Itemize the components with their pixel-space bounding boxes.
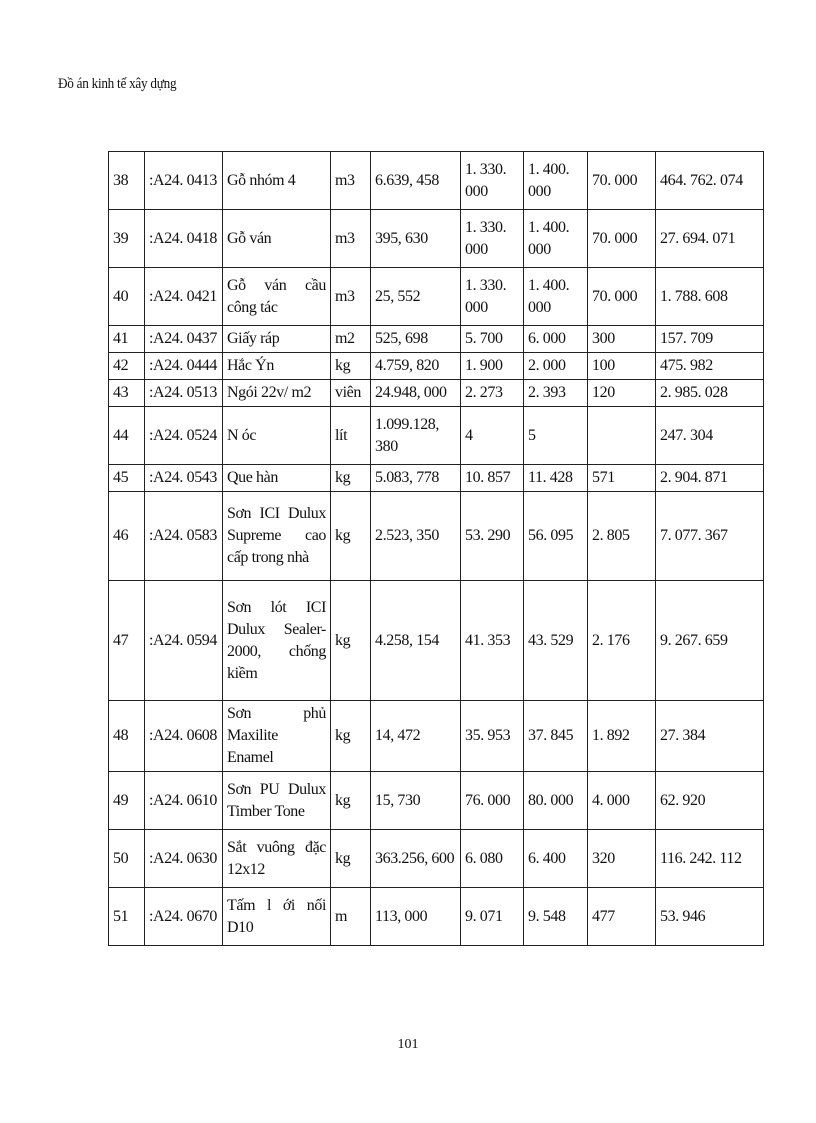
amount-total: 116. 242. 112 <box>656 830 764 888</box>
amount-total: 1. 788. 608 <box>656 268 764 326</box>
item-name: Sơn PU Dulux Timber Tone <box>223 772 331 830</box>
item-code: :A24. 0524 <box>145 407 223 465</box>
amount-total: 53. 946 <box>656 888 764 946</box>
table-row <box>109 407 764 465</box>
item-unit: kg <box>331 492 371 581</box>
amount-total: 464. 762. 074 <box>656 152 764 210</box>
price-original: 1. 330. 000 <box>461 152 524 210</box>
amount-total: 157. 709 <box>656 326 764 353</box>
table-row <box>109 465 764 492</box>
row-number: 45 <box>109 465 145 492</box>
document-header: Đồ án kinh tế xây dựng <box>58 76 177 92</box>
price-actual: 5 <box>524 407 588 465</box>
table-row <box>109 268 764 326</box>
price-difference: 70. 000 <box>588 268 656 326</box>
price-original: 41. 353 <box>461 581 524 701</box>
amount-total: 62. 920 <box>656 772 764 830</box>
row-number: 42 <box>109 353 145 380</box>
price-original: 9. 071 <box>461 888 524 946</box>
table-row <box>109 888 764 946</box>
price-difference: 70. 000 <box>588 152 656 210</box>
price-difference: 2. 805 <box>588 492 656 581</box>
amount-total: 247. 304 <box>656 407 764 465</box>
item-quantity: 24.948, 000 <box>371 380 461 407</box>
price-difference: 2. 176 <box>588 581 656 701</box>
item-quantity: 15, 730 <box>371 772 461 830</box>
table-row <box>109 152 764 210</box>
price-actual: 43. 529 <box>524 581 588 701</box>
item-name: Hắc Ýn <box>223 353 331 380</box>
row-number: 39 <box>109 210 145 268</box>
amount-total: 27. 384 <box>656 701 764 772</box>
price-difference <box>588 407 656 465</box>
price-original: 1. 330. 000 <box>461 268 524 326</box>
materials-table <box>108 151 764 946</box>
price-actual: 6. 000 <box>524 326 588 353</box>
price-actual: 1. 400. 000 <box>524 152 588 210</box>
item-code: :A24. 0418 <box>145 210 223 268</box>
item-quantity: 525, 698 <box>371 326 461 353</box>
item-code: :A24. 0630 <box>145 830 223 888</box>
amount-total: 2. 985. 028 <box>656 380 764 407</box>
price-original: 2. 273 <box>461 380 524 407</box>
row-number: 38 <box>109 152 145 210</box>
row-number: 44 <box>109 407 145 465</box>
item-unit: lít <box>331 407 371 465</box>
table-row <box>109 492 764 581</box>
item-name: Ngói 22v/ m2 <box>223 380 331 407</box>
item-quantity: 4.759, 820 <box>371 353 461 380</box>
item-name: Sơn phủ Maxilite Enamel <box>223 701 331 772</box>
price-original: 4 <box>461 407 524 465</box>
item-name: Que hàn <box>223 465 331 492</box>
item-name: Giấy ráp <box>223 326 331 353</box>
price-original: 35. 953 <box>461 701 524 772</box>
item-code: :A24. 0594 <box>145 581 223 701</box>
item-name: Sắt vuông đặc 12x12 <box>223 830 331 888</box>
price-original: 76. 000 <box>461 772 524 830</box>
item-code: :A24. 0513 <box>145 380 223 407</box>
item-unit: kg <box>331 772 371 830</box>
item-code: :A24. 0610 <box>145 772 223 830</box>
item-unit: kg <box>331 581 371 701</box>
row-number: 46 <box>109 492 145 581</box>
price-difference: 300 <box>588 326 656 353</box>
item-quantity: 2.523, 350 <box>371 492 461 581</box>
price-difference: 571 <box>588 465 656 492</box>
row-number: 50 <box>109 830 145 888</box>
item-code: :A24. 0421 <box>145 268 223 326</box>
item-code: :A24. 0608 <box>145 701 223 772</box>
item-code: :A24. 0413 <box>145 152 223 210</box>
price-actual: 37. 845 <box>524 701 588 772</box>
price-difference: 120 <box>588 380 656 407</box>
item-quantity: 113, 000 <box>371 888 461 946</box>
item-quantity: 14, 472 <box>371 701 461 772</box>
item-name: Gỗ ván <box>223 210 331 268</box>
table-row <box>109 581 764 701</box>
price-original: 1. 330. 000 <box>461 210 524 268</box>
row-number: 40 <box>109 268 145 326</box>
price-actual: 80. 000 <box>524 772 588 830</box>
table-row <box>109 701 764 772</box>
item-unit: viên <box>331 380 371 407</box>
row-number: 48 <box>109 701 145 772</box>
item-name: Tấm l ới nối D10 <box>223 888 331 946</box>
item-unit: kg <box>331 353 371 380</box>
row-number: 49 <box>109 772 145 830</box>
item-name: Gỗ nhóm 4 <box>223 152 331 210</box>
amount-total: 9. 267. 659 <box>656 581 764 701</box>
price-difference: 477 <box>588 888 656 946</box>
amount-total: 475. 982 <box>656 353 764 380</box>
item-unit: m3 <box>331 268 371 326</box>
price-actual: 9. 548 <box>524 888 588 946</box>
price-difference: 4. 000 <box>588 772 656 830</box>
price-original: 1. 900 <box>461 353 524 380</box>
item-quantity: 363.256, 600 <box>371 830 461 888</box>
table-row <box>109 210 764 268</box>
price-original: 5. 700 <box>461 326 524 353</box>
row-number: 43 <box>109 380 145 407</box>
amount-total: 27. 694. 071 <box>656 210 764 268</box>
price-original: 10. 857 <box>461 465 524 492</box>
price-difference: 1. 892 <box>588 701 656 772</box>
page-number: 101 <box>397 1037 419 1052</box>
price-difference: 100 <box>588 353 656 380</box>
price-actual: 56. 095 <box>524 492 588 581</box>
item-name: N óc <box>223 407 331 465</box>
price-actual: 11. 428 <box>524 465 588 492</box>
row-number: 51 <box>109 888 145 946</box>
item-quantity: 6.639, 458 <box>371 152 461 210</box>
item-name: Sơn lót ICI Dulux Sealer-2000, chống kiềm <box>223 581 331 701</box>
table-body <box>109 152 764 946</box>
price-actual: 2. 000 <box>524 353 588 380</box>
price-actual: 2. 393 <box>524 380 588 407</box>
item-unit: kg <box>331 701 371 772</box>
price-actual: 1. 400. 000 <box>524 210 588 268</box>
item-code: :A24. 0543 <box>145 465 223 492</box>
price-actual: 6. 400 <box>524 830 588 888</box>
price-original: 53. 290 <box>461 492 524 581</box>
table-row <box>109 326 764 353</box>
item-quantity: 25, 552 <box>371 268 461 326</box>
price-difference: 70. 000 <box>588 210 656 268</box>
price-difference: 320 <box>588 830 656 888</box>
item-unit: kg <box>331 465 371 492</box>
row-number: 47 <box>109 581 145 701</box>
item-code: :A24. 0670 <box>145 888 223 946</box>
item-quantity: 4.258, 154 <box>371 581 461 701</box>
item-code: :A24. 0583 <box>145 492 223 581</box>
table-row <box>109 830 764 888</box>
item-unit: m3 <box>331 152 371 210</box>
item-quantity: 395, 630 <box>371 210 461 268</box>
item-code: :A24. 0444 <box>145 353 223 380</box>
item-unit: m2 <box>331 326 371 353</box>
item-name: Gỗ ván cầu công tác <box>223 268 331 326</box>
amount-total: 2. 904. 871 <box>656 465 764 492</box>
item-unit: m3 <box>331 210 371 268</box>
item-name: Sơn ICI Dulux Supreme cao cấp trong nhà <box>223 492 331 581</box>
row-number: 41 <box>109 326 145 353</box>
table-row <box>109 772 764 830</box>
amount-total: 7. 077. 367 <box>656 492 764 581</box>
table-row <box>109 380 764 407</box>
item-unit: kg <box>331 830 371 888</box>
item-quantity: 1.099.128, 380 <box>371 407 461 465</box>
price-original: 6. 080 <box>461 830 524 888</box>
price-actual: 1. 400. 000 <box>524 268 588 326</box>
item-code: :A24. 0437 <box>145 326 223 353</box>
item-unit: m <box>331 888 371 946</box>
item-quantity: 5.083, 778 <box>371 465 461 492</box>
table-row <box>109 353 764 380</box>
